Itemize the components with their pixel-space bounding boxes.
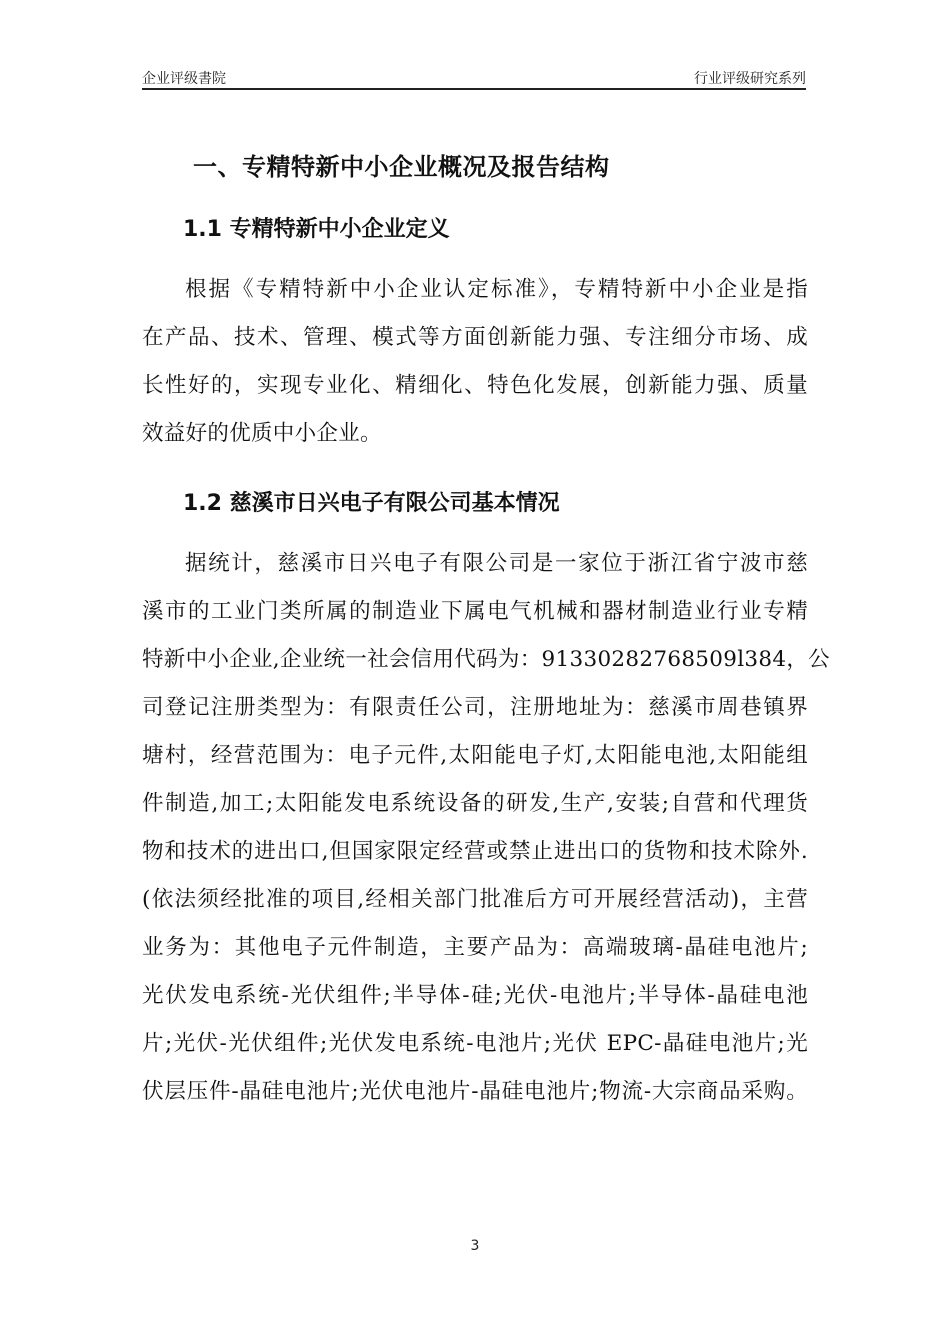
text-line: 溪市的工业门类所属的制造业下属电气机械和器材制造业行业专精: [142, 599, 808, 624]
text-line: 片;光伏-光伏组件;光伏发电系统-电池片;光伏 EPC-晶硅电池片;光: [142, 1031, 808, 1056]
text-line: 在产品、技术、管理、模式等方面创新能力强、专注细分市场、成: [142, 325, 808, 350]
text-line: 业务为：其他电子元件制造，主要产品为：高端玻璃-晶硅电池片;: [142, 935, 808, 960]
text-line: 据统计，慈溪市日兴电子有限公司是一家位于浙江省宁波市慈: [185, 551, 808, 576]
text-line: 效益好的优质中小企业。: [142, 421, 382, 446]
subsection-heading-1-2: 1.2 慈溪市日兴电子有限公司基本情况: [183, 491, 560, 516]
text-line: 特新中小企业,企业统一社会信用代码为：91330282768509l384，公: [142, 647, 830, 672]
header-series: 行业评级研究系列: [694, 71, 806, 87]
paragraph-company-info: [142, 540, 830, 1116]
paragraph-definition: [142, 266, 808, 458]
text-line: 物和技术的进出口,但国家限定经营或禁止进出口的货物和技术除外.: [142, 839, 808, 864]
text-line: 件制造,加工;太阳能发电系统设备的研发,生产,安装;自营和代理货: [142, 791, 808, 816]
section-title: 一、专精特新中小企业概况及报告结构: [193, 153, 610, 181]
text-line: (依法须经批准的项目,经相关部门批准后方可开展经营活动)，主营: [142, 887, 808, 912]
page-number: 3: [470, 1238, 480, 1254]
text-line: 司登记注册类型为：有限责任公司，注册地址为：慈溪市周巷镇界: [142, 695, 808, 720]
text-line: 光伏发电系统-光伏组件;半导体-硅;光伏-电池片;半导体-晶硅电池: [142, 983, 808, 1008]
subsection-heading-1-1: 1.1 专精特新中小企业定义: [183, 217, 450, 242]
text-line: 伏层压件-晶硅电池片;光伏电池片-晶硅电池片;物流-大宗商品采购。: [142, 1079, 808, 1104]
text-line: 长性好的，实现专业化、精细化、特色化发展，创新能力强、质量: [142, 373, 808, 398]
header-publisher: 企业评级書院: [142, 71, 226, 87]
text-line: 根据《专精特新中小企业认定标准》，专精特新中小企业是指: [185, 277, 808, 302]
text-line: 塘村，经营范围为：电子元件,太阳能电子灯,太阳能电池,太阳能组: [142, 743, 808, 768]
page-header: [142, 66, 806, 90]
